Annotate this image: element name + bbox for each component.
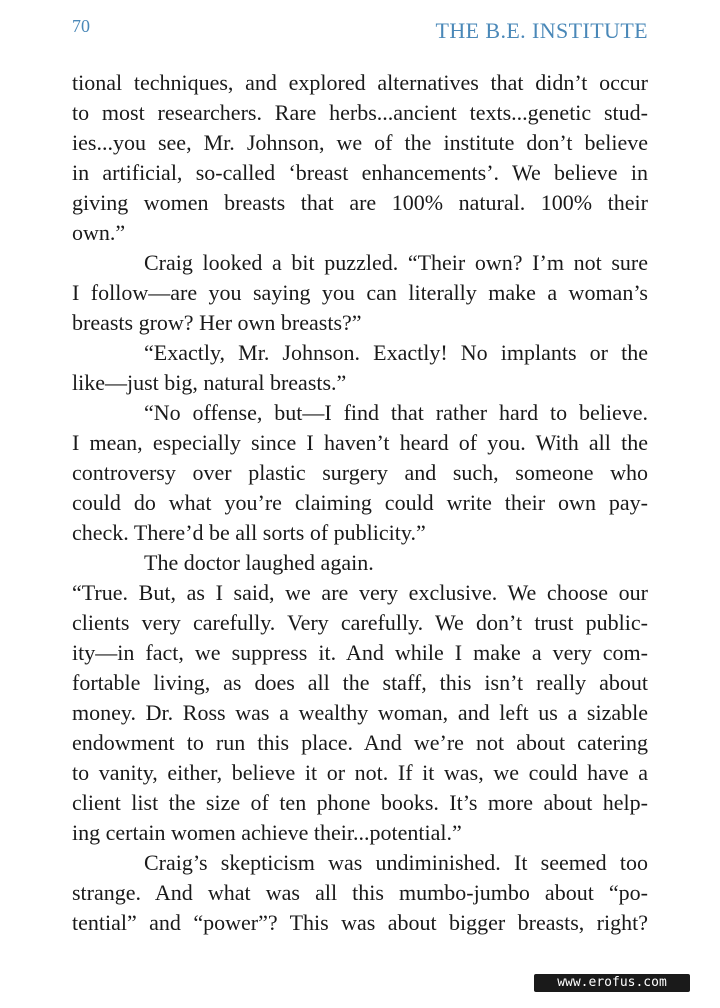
text-line: to most researchers. Rare herbs...ancient texts...genetic stud- [72,100,648,125]
text-line: ity—in fact, we suppress it. And while I make a very com- [72,640,648,665]
text-line: “True. But, as I said, we are very exclusive. We choose our [72,580,648,605]
text-line: “Exactly, Mr. Johnson. Exactly! No implants or the [144,340,648,365]
text-line: clients very carefully. Very carefully. We don’t trust public- [72,610,648,635]
text-line: like—just big, natural breasts.” [72,370,347,395]
text-line: could do what you’re claiming could write their own pay- [72,490,648,515]
watermark-badge: www.erofus.com [534,974,690,992]
page-number: 70 [72,16,90,36]
text-line: tional techniques, and explored alternatives that didn’t occur [72,70,648,95]
text-line: The doctor laughed again. [144,550,374,575]
text-line: endowment to run this place. And we’re not about catering [72,730,648,755]
text-line: breasts grow? Her own breasts?” [72,310,362,335]
text-line: controversy over plastic surgery and such, someone who [72,460,648,485]
page-header [72,12,648,52]
text-line: strange. And what was all this mumbo-jumbo about “po- [72,880,648,905]
text-line: “No offense, but—I find that rather hard to believe. [144,400,648,425]
text-line: I follow—are you saying you can literally make a woman’s [72,280,648,305]
text-line: Craig’s skepticism was undiminished. It seemed too [144,850,648,875]
text-line: giving women breasts that are 100% natural. 100% their [72,190,648,215]
text-line: ies...you see, Mr. Johnson, we of the institute don’t believe [72,130,648,155]
text-line: own.” [72,220,126,245]
body-text [72,68,648,938]
text-line: I mean, especially since I haven’t heard of you. With all the [72,430,648,455]
text-line: in artificial, so-called ‘breast enhancements’. We believe in [72,160,648,185]
text-line: money. Dr. Ross was a wealthy woman, and left us a sizable [72,700,648,725]
text-line: to vanity, either, believe it or not. If it was, we could have a [72,760,648,785]
running-title: THE B.E. INSTITUTE [435,18,648,43]
text-line: check. There’d be all sorts of publicity.” [72,520,426,545]
text-line: Craig looked a bit puzzled. “Their own? I’m not sure [144,250,648,275]
text-line: ing certain women achieve their...potential.” [72,820,462,845]
text-line: fortable living, as does all the staff, this isn’t really about [72,670,648,695]
text-line: tential” and “power”? This was about bigger breasts, right? [72,910,648,935]
text-line: client list the size of ten phone books. It’s more about help- [72,790,648,815]
